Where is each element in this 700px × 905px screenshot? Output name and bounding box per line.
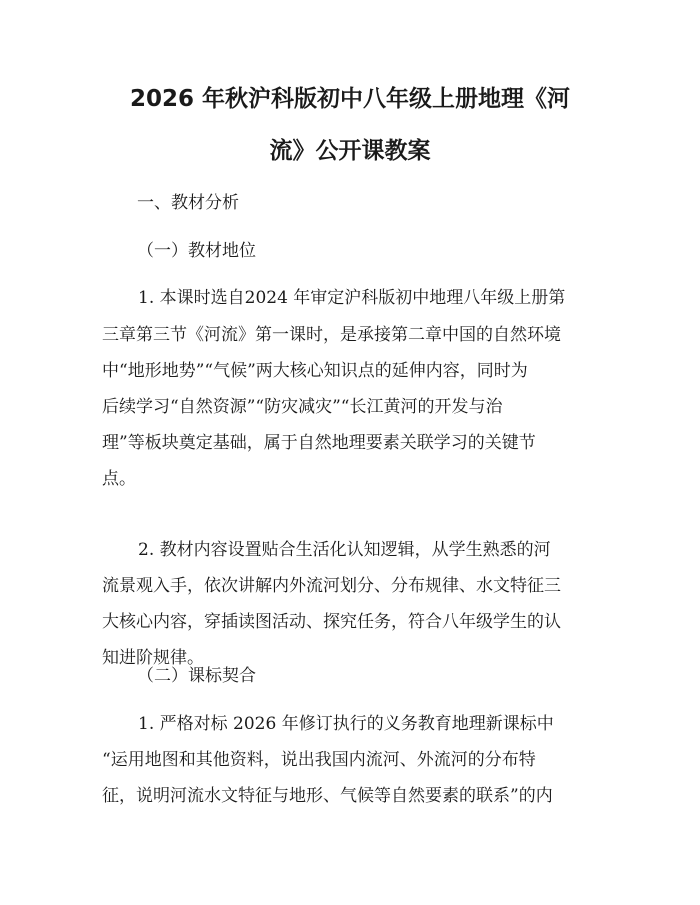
paragraph-line: 三章第三节《河流》第一课时，是承接第二章中国的自然环境 bbox=[102, 325, 561, 345]
document-title-line-1: 2026 年秋沪科版初中八年级上册地理《河 bbox=[129, 86, 571, 112]
paragraph-3 bbox=[102, 712, 602, 822]
paragraph-line: 1. 严格对标 2026 年修订执行的义务教育地理新课标中 bbox=[138, 714, 554, 734]
subheading-textbook-position: （一）教材地位 bbox=[137, 241, 256, 261]
paragraph-2 bbox=[102, 538, 602, 678]
subheading-curriculum-alignment: （二）课标契合 bbox=[137, 666, 256, 686]
paragraph-line: “运用地图和其他资料，说出我国内流河、外流河的分布特 bbox=[102, 750, 536, 770]
paragraph-line: 理”等板块奠定基础，属于自然地理要素关联学习的关键节 bbox=[102, 433, 536, 453]
section-heading-textbook-analysis: 一、教材分析 bbox=[137, 193, 239, 213]
paragraph-line: 流景观入手，依次讲解内外流河划分、分布规律、水文特征三 bbox=[102, 576, 561, 596]
paragraph-line: 1. 本课时选自2024 年审定沪科版初中地理八年级上册第 bbox=[138, 288, 566, 308]
paragraph-line: 征，说明河流水文特征与地形、气候等自然要素的联系”的内 bbox=[102, 786, 553, 806]
paragraph-1 bbox=[102, 286, 602, 496]
paragraph-line: 大核心内容，穿插读图活动、探究任务，符合八年级学生的认 bbox=[102, 612, 561, 632]
paragraph-line: 后续学习“自然资源”“防灾减灾”“长江黄河的开发与治 bbox=[102, 397, 503, 417]
paragraph-line: 中“地形地势”“气候”两大核心知识点的延伸内容，同时为 bbox=[102, 361, 528, 381]
paragraph-line: 2. 教材内容设置贴合生活化认知逻辑，从学生熟悉的河 bbox=[138, 540, 551, 560]
document-title-line-2: 流》公开课教案 bbox=[269, 138, 431, 164]
paragraph-line: 点。 bbox=[102, 469, 136, 489]
paragraph-line: 知进阶规律。 bbox=[102, 648, 204, 668]
